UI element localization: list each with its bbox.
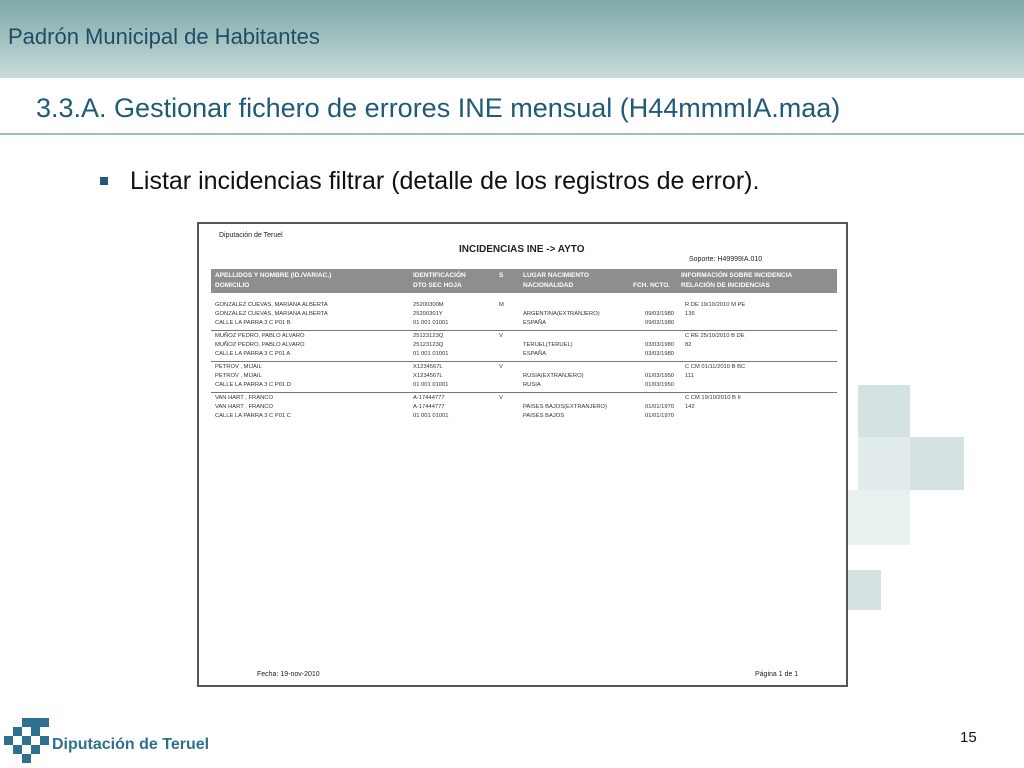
cell-lugar: RUSIA(EXTRANJERO) (523, 373, 584, 379)
cell-nombre: PETROV , MIJAIL (215, 364, 262, 370)
decor-square (858, 385, 910, 437)
cell-nombre: VAN HART , FRANCO (215, 404, 273, 410)
cell-identificacion: 01 001 01001 (413, 413, 449, 419)
decor-square (848, 570, 881, 610)
record-divider (211, 361, 837, 362)
page-number: 15 (960, 729, 977, 746)
col-header-nacionalidad: NACIONALIDAD (523, 282, 574, 289)
diputacion-logo-icon (4, 718, 52, 764)
cell-nombre: CALLE LA PARRA 3 C P01 A (215, 351, 291, 357)
cell-lugar: ARGENTINA(EXTRANJERO) (523, 311, 600, 317)
report-footer-date: Fecha: 19-nov-2010 (257, 671, 320, 678)
app-title: Padrón Municipal de Habitantes (8, 24, 320, 49)
logo-text: Diputación de Teruel (52, 736, 210, 753)
cell-nombre: CALLE LA PARRA 3 C P01 C (215, 413, 291, 419)
cell-sexo: V (499, 395, 503, 401)
cell-identificacion: 25123123Q (413, 342, 444, 348)
col-header-fch: FCH. NCTO. (633, 282, 671, 289)
title-divider (0, 133, 1024, 135)
cell-fecha: 01/01/1970 (645, 404, 675, 410)
col-header-domicilio: DOMICILIO (215, 282, 250, 289)
cell-identificacion: 01 001 01001 (413, 320, 449, 326)
cell-nombre: CALLE LA PARRA 3 C P01 B (215, 320, 291, 326)
cell-incidencia: 82 (685, 342, 692, 348)
col-header-lugar: LUGAR NACIMIENTO (523, 272, 589, 279)
header-bar (0, 0, 1024, 78)
cell-incidencia: C RE 25/10/2010 B DE (685, 333, 745, 339)
cell-identificacion: 25200300M (413, 302, 444, 308)
cell-incidencia: 111 (685, 373, 694, 379)
cell-sexo: V (499, 364, 503, 370)
report-title: INCIDENCIAS INE -> AYTO (459, 244, 585, 255)
record-divider (211, 392, 837, 393)
cell-lugar: PAISES BAJOS (523, 413, 565, 419)
col-header-relacion: RELACIÓN DE INCIDENCIAS (681, 282, 770, 289)
bullet-square-icon (100, 177, 108, 185)
cell-fecha: 01/01/1970 (645, 413, 675, 419)
col-header-dto: DTO SEC HOJA (413, 282, 462, 289)
decor-square (848, 490, 910, 545)
cell-nombre: VAN HART , FRANCO (215, 395, 273, 401)
decor-square (910, 437, 964, 490)
cell-nombre: GONZÁLEZ CUEVAS, MARIANA ALBERTA (215, 302, 328, 308)
decor-square (858, 437, 910, 490)
cell-identificacion: X1234567L (413, 364, 443, 370)
cell-identificacion: A-17444777 (413, 395, 445, 401)
slide-title: 3.3.A. Gestionar fichero de errores INE mensual (H44mmmIA.maa) (36, 93, 841, 123)
cell-sexo: V (499, 333, 503, 339)
report-footer-page: Página 1 de 1 (755, 671, 799, 678)
cell-nombre: GONZÁLEZ CUEVAS, MARIANA ALBERTA (215, 311, 328, 317)
cell-nombre: PETROV , MIJAIL (215, 373, 262, 379)
cell-identificacion: A-17444777 (413, 404, 445, 410)
cell-lugar: PAISES BAJOS(EXTRANJERO) (523, 404, 607, 410)
report-soporte: Soporte: H49999IA.010 (689, 256, 763, 263)
cell-lugar: ESPAÑA (523, 351, 547, 357)
cell-lugar: RUSIA (523, 382, 541, 388)
cell-incidencia: 136 (685, 311, 695, 317)
record-divider (211, 330, 837, 331)
report-column-header (211, 269, 837, 293)
cell-fecha: 09/03/1980 (645, 320, 675, 326)
cell-incidencia: C CM 19/10/2010 B II (685, 395, 741, 401)
cell-nombre: CALLE LA PARRA 3 C P01 D (215, 382, 291, 388)
cell-incidencia: R DE 19/10/2010 M PE (685, 302, 746, 308)
col-header-identificacion: IDENTIFICACIÓN (413, 272, 466, 279)
cell-fecha: 01/03/1950 (645, 373, 675, 379)
cell-lugar: TERUEL(TERUEL) (523, 342, 573, 348)
cell-identificacion: 25200301Y (413, 311, 443, 317)
cell-incidencia: 142 (685, 404, 695, 410)
cell-nombre: MUÑOZ PEDRO, PABLO ALVARO (215, 342, 305, 348)
cell-identificacion: 01 001 01001 (413, 382, 449, 388)
cell-fecha: 09/03/1980 (645, 311, 675, 317)
report-org: Diputación de Teruel (219, 232, 283, 239)
col-header-informacion: INFORMACIÓN SOBRE INCIDENCIA (681, 272, 793, 279)
col-header-nombre: APELLIDOS Y NOMBRE (ID./VARIAC.) (215, 272, 332, 279)
bullet-text: Listar incidencias filtrar (detalle de los registros de error). (130, 167, 760, 195)
cell-identificacion: 01 001 01001 (413, 351, 449, 357)
cell-incidencia: C CM 01/11/2010 B BC (685, 364, 746, 370)
cell-nombre: MUÑOZ PEDRO, PABLO ALVARO (215, 333, 305, 339)
cell-lugar: ESPAÑA (523, 320, 547, 326)
col-header-s: S (499, 272, 504, 279)
cell-identificacion: 25123123Q (413, 333, 444, 339)
cell-fecha: 03/03/1980 (645, 342, 675, 348)
cell-fecha: 03/03/1980 (645, 351, 675, 357)
cell-fecha: 01/03/1950 (645, 382, 675, 388)
cell-identificacion: X1234567L (413, 373, 443, 379)
cell-sexo: M (499, 302, 504, 308)
report-image (197, 222, 848, 687)
